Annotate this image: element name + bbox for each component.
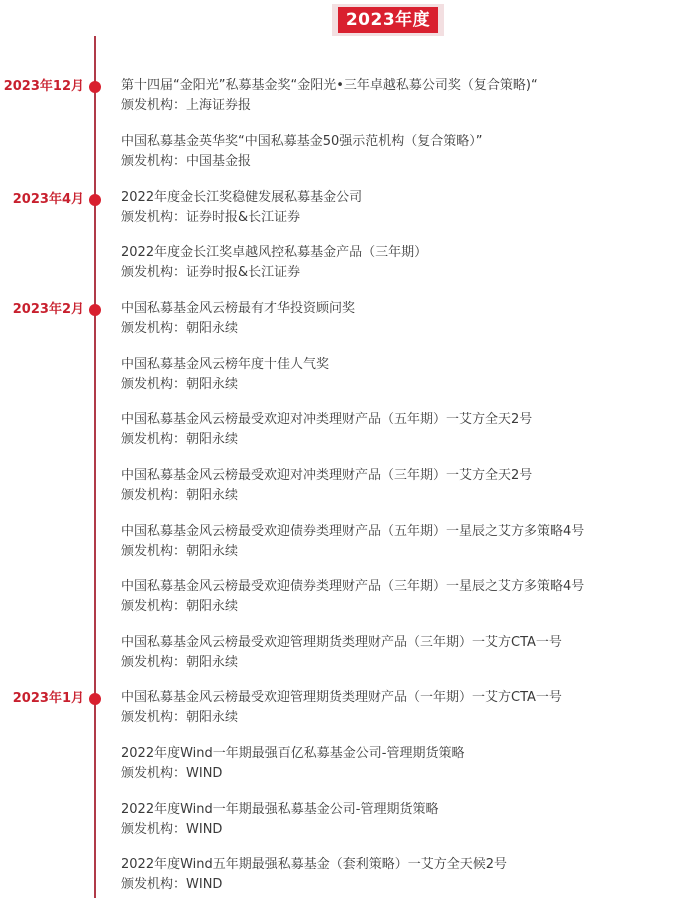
issuer-name: WIND [186, 766, 223, 781]
timeline-dot [89, 81, 101, 93]
award-title: 中国私募基金英华奖“中国私募基金50强示范机构（复合策略）” [121, 134, 483, 149]
issuer-name: 朝阳永续 [186, 488, 239, 503]
issuer-name: 朝阳永续 [186, 377, 239, 392]
award-issuer [121, 709, 676, 726]
award-title: 中国私募基金风云榜最受欢迎债券类理财产品（五年期）一星辰之艾方多策略4号 [121, 524, 585, 539]
issuer-name: WIND [186, 877, 223, 892]
issuer-prefix: 颁发机构： [121, 822, 187, 837]
award-entry [121, 578, 676, 615]
award-issuer [121, 431, 676, 448]
award-issuer [121, 209, 676, 226]
month-label-jan: 2023年1月 [12, 691, 84, 706]
issuer-prefix: 颁发机构： [121, 599, 187, 614]
award-title: 中国私募基金风云榜最受欢迎对冲类理财产品（三年期）一艾方全天2号 [121, 468, 533, 483]
issuer-prefix: 颁发机构： [121, 710, 187, 725]
award-entry [121, 745, 676, 782]
month-label-apr: 2023年4月 [12, 192, 84, 207]
award-entry [121, 133, 676, 170]
award-entry [121, 523, 676, 560]
award-entry [121, 856, 676, 893]
award-entry [121, 356, 676, 393]
issuer-name: 朝阳永续 [186, 544, 239, 559]
award-entry [121, 411, 676, 448]
award-issuer [121, 543, 676, 560]
issuer-name: 上海证券报 [186, 98, 252, 113]
issuer-name: WIND [186, 822, 223, 837]
award-title: 中国私募基金风云榜最受欢迎债券类理财产品（三年期）一星辰之艾方多策略4号 [121, 579, 585, 594]
issuer-prefix: 颁发机构： [121, 488, 187, 503]
award-title: 中国私募基金风云榜最有才华投资顾问奖 [121, 301, 356, 316]
award-entry [121, 189, 676, 226]
issuer-name: 中国基金报 [186, 154, 252, 169]
award-title: 中国私募基金风云榜年度十佳人气奖 [121, 357, 330, 372]
issuer-prefix: 颁发机构： [121, 877, 187, 892]
issuer-prefix: 颁发机构： [121, 544, 187, 559]
award-issuer [121, 97, 676, 114]
award-issuer [121, 598, 676, 615]
award-title: 中国私募基金风云榜最受欢迎管理期货类理财产品（三年期）一艾方CTA一号 [121, 635, 562, 650]
issuer-name: 朝阳永续 [186, 321, 239, 336]
issuer-prefix: 颁发机构： [121, 210, 187, 225]
award-title: 2022年度Wind一年期最强私募基金公司-管理期货策略 [121, 802, 439, 817]
award-issuer [121, 876, 676, 893]
timeline-dot [89, 304, 101, 316]
year-title: 2023年度 [338, 7, 438, 33]
timeline-dot [89, 194, 101, 206]
issuer-prefix: 颁发机构： [121, 98, 187, 113]
award-issuer [121, 153, 676, 170]
month-label-dec: 2023年12月 [3, 79, 84, 94]
issuer-prefix: 颁发机构： [121, 265, 187, 280]
award-entry [121, 467, 676, 504]
issuer-prefix: 颁发机构： [121, 154, 187, 169]
issuer-prefix: 颁发机构： [121, 321, 187, 336]
award-entry [121, 634, 676, 671]
issuer-name: 证券时报&长江证券 [186, 210, 301, 225]
award-entry [121, 300, 676, 337]
month-label-feb: 2023年2月 [12, 302, 84, 317]
award-entry [121, 801, 676, 838]
issuer-name: 朝阳永续 [186, 599, 239, 614]
issuer-prefix: 颁发机构： [121, 655, 187, 670]
year-badge [332, 4, 444, 36]
timeline-line [94, 36, 96, 898]
award-issuer [121, 821, 676, 838]
award-title: 第十四届“金阳光”私募基金奖“金阳光•三年卓越私募公司奖（复合策略)“ [121, 78, 538, 93]
award-issuer [121, 654, 676, 671]
award-entry [121, 244, 676, 281]
award-title: 中国私募基金风云榜最受欢迎对冲类理财产品（五年期）一艾方全天2号 [121, 412, 533, 427]
timeline-dot [89, 693, 101, 705]
award-title: 2022年度金长江奖卓越风控私募基金产品（三年期） [121, 245, 428, 260]
issuer-prefix: 颁发机构： [121, 766, 187, 781]
award-issuer [121, 320, 676, 337]
award-title: 2022年度Wind一年期最强百亿私募基金公司-管理期货策略 [121, 746, 465, 761]
issuer-name: 朝阳永续 [186, 655, 239, 670]
issuer-name: 证券时报&长江证券 [186, 265, 301, 280]
issuer-name: 朝阳永续 [186, 432, 239, 447]
award-title: 2022年度Wind五年期最强私募基金（套利策略）一艾方全天候2号 [121, 857, 508, 872]
award-issuer [121, 765, 676, 782]
award-entry [121, 77, 676, 114]
award-title: 2022年度金长江奖稳健发展私募基金公司 [121, 190, 363, 205]
award-issuer [121, 264, 676, 281]
issuer-prefix: 颁发机构： [121, 377, 187, 392]
award-issuer [121, 376, 676, 393]
issuer-name: 朝阳永续 [186, 710, 239, 725]
award-entry [121, 689, 676, 726]
award-issuer [121, 487, 676, 504]
award-title: 中国私募基金风云榜最受欢迎管理期货类理财产品（一年期）一艾方CTA一号 [121, 690, 562, 705]
issuer-prefix: 颁发机构： [121, 432, 187, 447]
